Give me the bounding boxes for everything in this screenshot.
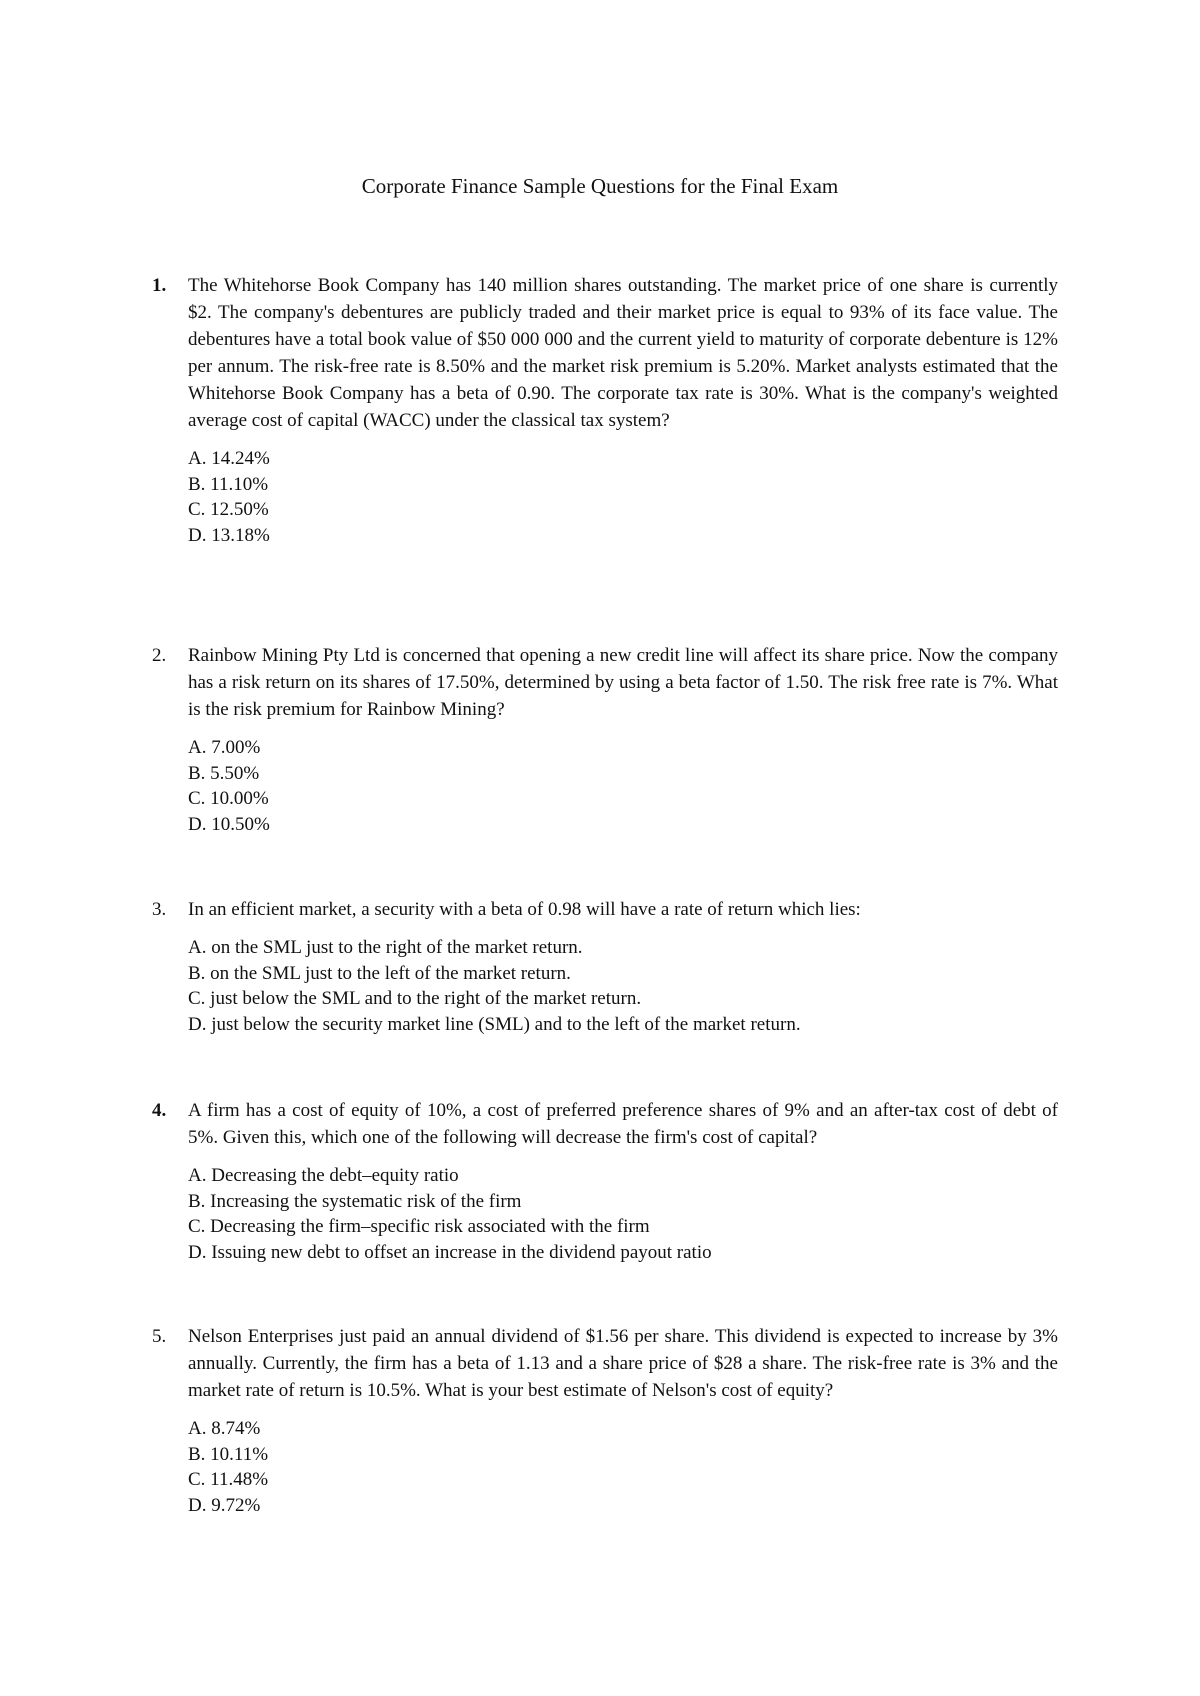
option-c: C. Decreasing the firm–specific risk associated with the firm xyxy=(188,1216,650,1237)
option-a: A. 8.74% xyxy=(188,1418,261,1439)
option-c: C. 12.50% xyxy=(188,499,269,520)
question-number: 3. xyxy=(152,899,167,920)
option-b: B. 11.10% xyxy=(188,473,269,495)
option-b: B. 10.11% xyxy=(188,1443,269,1465)
option-b: B. 5.50% xyxy=(188,762,260,784)
option-d: D. 13.18% xyxy=(188,524,270,546)
option-b: B. Increasing the systematic risk of the firm xyxy=(188,1190,522,1212)
document-title: Corporate Finance Sample Questions for the Final Exam xyxy=(361,174,839,198)
option-b: B. on the SML just to the left of the market return. xyxy=(188,962,571,984)
option-a: A. Decreasing the debt–equity ratio xyxy=(188,1165,459,1186)
question-2 xyxy=(152,642,1058,853)
answer-options xyxy=(188,1416,1058,1518)
answer-options xyxy=(188,935,1058,1037)
question-text: Rainbow Mining Pty Ltd is concerned that opening a new credit line will affect its share price. Now the company has a risk return on its shares of 17.50%, determined by using a beta factor of 1.50. The risk free rate is 7%. What is the risk premium for Rainbow Mining? xyxy=(188,645,1058,720)
question-text: Nelson Enterprises just paid an annual dividend of $1.56 per share. This dividend is expected to increase by 3% annually. Currently, the firm has a beta of 1.13 and a share price of $28 a share. The risk-free rate is 3% and the market rate of return is 10.5%. What is your best estimate of Nelson's cost of equity? xyxy=(188,1326,1058,1401)
question-1 xyxy=(152,272,1058,564)
option-a: A. 14.24% xyxy=(188,448,270,469)
option-d: D. 9.72% xyxy=(188,1494,261,1516)
option-c: C. 10.00% xyxy=(188,788,269,809)
answer-options xyxy=(188,1163,1058,1265)
question-text: A firm has a cost of equity of 10%, a cost of preferred preference shares of 9% and an after-tax cost of debt of 5%. Given this, which one of the following will decrease the firm's cost of capital? xyxy=(188,1100,1058,1148)
option-c: C. 11.48% xyxy=(188,1469,269,1490)
question-4 xyxy=(152,1097,1058,1281)
option-d: D. just below the security market line (SML) and to the left of the market return. xyxy=(188,1013,801,1035)
question-number: 1. xyxy=(152,275,167,296)
option-d: D. 10.50% xyxy=(188,813,270,835)
answer-options xyxy=(188,446,1058,548)
question-text: The Whitehorse Book Company has 140 million shares outstanding. The market price of one share is currently $2. The company's debentures are publicly traded and their market price is equal to 93% of its face value. The debentures have a total book value of $50 000 000 and the current yield to maturity of corporate debenture is 12% per annum. The risk-free rate is 8.50% and the market risk premium is 5.20%. Market analysts estimated that the Whitehorse Book Company has a beta of 0.90. The corporate tax rate is 30%. What is the company's weighted average cost of capital (WACC) under the classical tax system? xyxy=(188,275,1058,431)
question-number: 5. xyxy=(152,1326,167,1347)
question-5 xyxy=(152,1323,1058,1534)
question-text: In an efficient market, a security with a beta of 0.98 will have a rate of return which lies: xyxy=(188,899,861,920)
option-a: A. 7.00% xyxy=(188,737,261,758)
option-d: D. Issuing new debt to offset an increase in the dividend payout ratio xyxy=(188,1241,712,1263)
answer-options xyxy=(188,735,1058,837)
question-number: 4. xyxy=(152,1100,167,1121)
question-number: 2. xyxy=(152,645,167,666)
option-a: A. on the SML just to the right of the market return. xyxy=(188,937,583,958)
option-c: C. just below the SML and to the right of the market return. xyxy=(188,988,642,1009)
question-3 xyxy=(152,896,1058,1053)
